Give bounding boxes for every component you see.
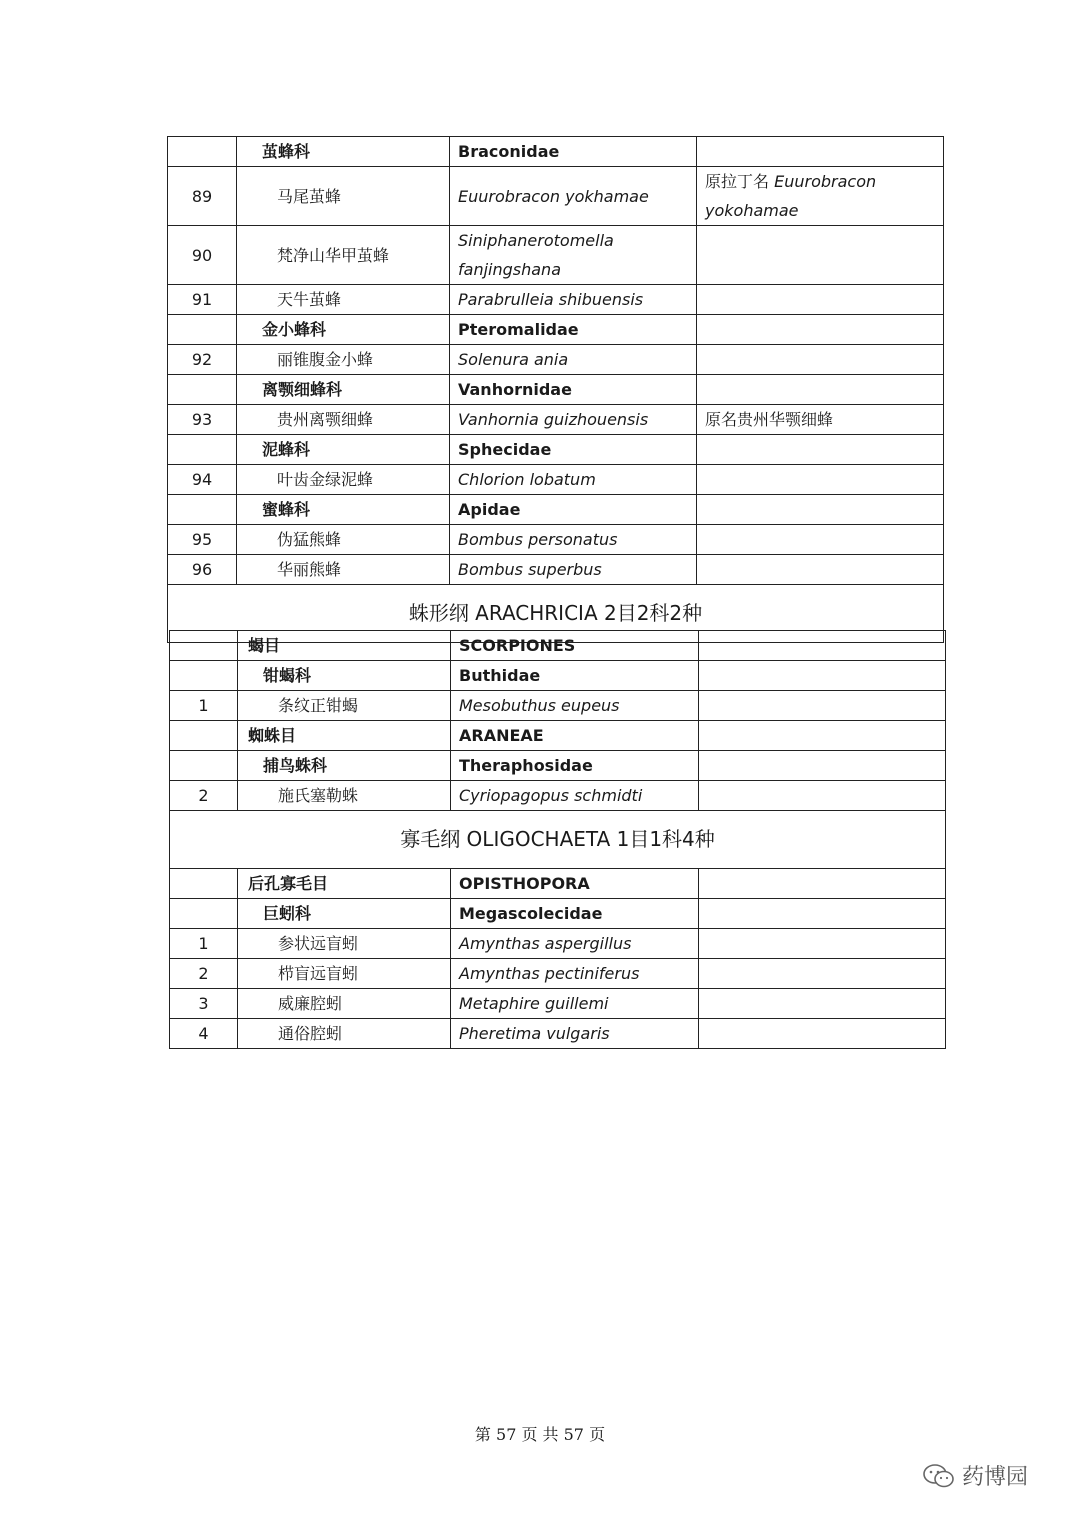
species-cn-name: 华丽熊蜂: [237, 555, 450, 585]
species-cn-name: 贵州离颚细蜂: [237, 405, 450, 435]
class-heading-oligochaeta: 寡毛纲 OLIGOCHAETA 1目1科4种: [170, 811, 946, 869]
order-cn-name: 后孔寡毛目: [238, 869, 451, 899]
table-row: [170, 751, 946, 781]
class-heading-arachnida: 蛛形纲 ARACHRICIA 2目2科2种: [168, 585, 944, 643]
table-row: [168, 137, 944, 167]
table-row: [168, 435, 944, 465]
species-cn-name: 伪猛熊蜂: [237, 525, 450, 555]
species-latin-name: Amynthas pectiniferus: [451, 959, 699, 989]
species-cn-name: 条纹正钳蝎: [238, 691, 451, 721]
species-number: 91: [168, 285, 237, 315]
species-latin-name: Mesobuthus eupeus: [451, 691, 699, 721]
table-row: [170, 869, 946, 899]
species-cn-name: 参状远盲蚓: [238, 929, 451, 959]
family-latin-name: Megascolecidae: [451, 899, 699, 929]
species-latin-name: Amynthas aspergillus: [451, 929, 699, 959]
family-cn-name: 捕鸟蛛科: [238, 751, 451, 781]
order-cn-name: 蝎目: [238, 631, 451, 661]
species-number: 4: [170, 1019, 238, 1049]
family-latin-name: Pteromalidae: [450, 315, 697, 345]
species-cn-name: 叶齿金绿泥蜂: [237, 465, 450, 495]
table-row: [170, 989, 946, 1019]
table-row: [168, 555, 944, 585]
family-latin-name: Theraphosidae: [451, 751, 699, 781]
table-row: [170, 631, 946, 661]
species-number: 1: [170, 691, 238, 721]
table-row: [168, 525, 944, 555]
species-cn-name: 丽锥腹金小蜂: [237, 345, 450, 375]
table-row: [168, 167, 944, 226]
family-latin-name: Braconidae: [450, 137, 697, 167]
table-row: [168, 226, 944, 285]
family-latin-name: Apidae: [450, 495, 697, 525]
species-latin-name: Bombus superbus: [450, 555, 697, 585]
species-number: 92: [168, 345, 237, 375]
species-number: 2: [170, 781, 238, 811]
species-latin-name: Solenura ania: [450, 345, 697, 375]
species-cn-name: 通俗腔蚓: [238, 1019, 451, 1049]
species-number: 1: [170, 929, 238, 959]
species-cn-name: 施氏塞勒蛛: [238, 781, 451, 811]
wechat-icon: [922, 1463, 956, 1489]
species-number: 93: [168, 405, 237, 435]
species-note: 原拉丁名 Euurobracon yokohamae: [697, 167, 944, 226]
table-row: [170, 929, 946, 959]
table-row: [168, 375, 944, 405]
species-cn-name: 栉盲远盲蚓: [238, 959, 451, 989]
order-latin-name: OPISTHOPORA: [451, 869, 699, 899]
species-cn-name: 天牛茧蜂: [237, 285, 450, 315]
family-latin-name: Buthidae: [451, 661, 699, 691]
family-latin-name: Sphecidae: [450, 435, 697, 465]
order-cn-name: 蜘蛛目: [238, 721, 451, 751]
species-number: 96: [168, 555, 237, 585]
species-latin-name: Chlorion lobatum: [450, 465, 697, 495]
order-latin-name: ARANEAE: [451, 721, 699, 751]
species-latin-name: Siniphanerotomella fanjingshana: [450, 226, 697, 285]
family-cn-name: 茧蜂科: [237, 137, 450, 167]
table-row: [170, 781, 946, 811]
family-cn-name: 巨蚓科: [238, 899, 451, 929]
order-latin-name: SCORPIONES: [451, 631, 699, 661]
family-cn-name: 金小蜂科: [237, 315, 450, 345]
species-number: 94: [168, 465, 237, 495]
table-row: [170, 691, 946, 721]
species-number: 3: [170, 989, 238, 1019]
species-latin-name: Euurobracon yokhamae: [450, 167, 697, 226]
species-number: 89: [168, 167, 237, 226]
table-row: [170, 721, 946, 751]
table-row: [168, 405, 944, 435]
table-row: [168, 495, 944, 525]
species-table-block2: [169, 630, 946, 1049]
species-latin-name: Cyriopagopus schmidti: [451, 781, 699, 811]
species-number: 2: [170, 959, 238, 989]
table-row: [168, 345, 944, 375]
species-table-block1: [167, 136, 944, 643]
family-latin-name: Vanhornidae: [450, 375, 697, 405]
family-cn-name: 钳蝎科: [238, 661, 451, 691]
table-row: [168, 285, 944, 315]
species-cn-name: 威廉腔蚓: [238, 989, 451, 1019]
species-latin-name: Vanhornia guizhouensis: [450, 405, 697, 435]
class-heading-row: [170, 811, 946, 869]
species-cn-name: 马尾茧蜂: [237, 167, 450, 226]
species-latin-name: Metaphire guillemi: [451, 989, 699, 1019]
species-latin-name: Bombus personatus: [450, 525, 697, 555]
species-latin-name: Pheretima vulgaris: [451, 1019, 699, 1049]
watermark-text: 药博园: [962, 1465, 1029, 1490]
page-footer: 第 57 页 共 57 页: [474, 1425, 606, 1444]
species-number: 95: [168, 525, 237, 555]
species-number: 90: [168, 226, 237, 285]
family-cn-name: 离颚细蜂科: [237, 375, 450, 405]
family-cn-name: 蜜蜂科: [237, 495, 450, 525]
species-latin-name: Parabrulleia shibuensis: [450, 285, 697, 315]
table-row: [170, 899, 946, 929]
table-row: [168, 465, 944, 495]
table-row: [168, 315, 944, 345]
species-cn-name: 梵净山华甲茧蜂: [237, 226, 450, 285]
family-cn-name: 泥蜂科: [237, 435, 450, 465]
table-row: [170, 661, 946, 691]
table-row: [170, 1019, 946, 1049]
watermark: [922, 1460, 1028, 1491]
species-note: 原名贵州华颚细蜂: [697, 405, 944, 435]
table-row: [170, 959, 946, 989]
